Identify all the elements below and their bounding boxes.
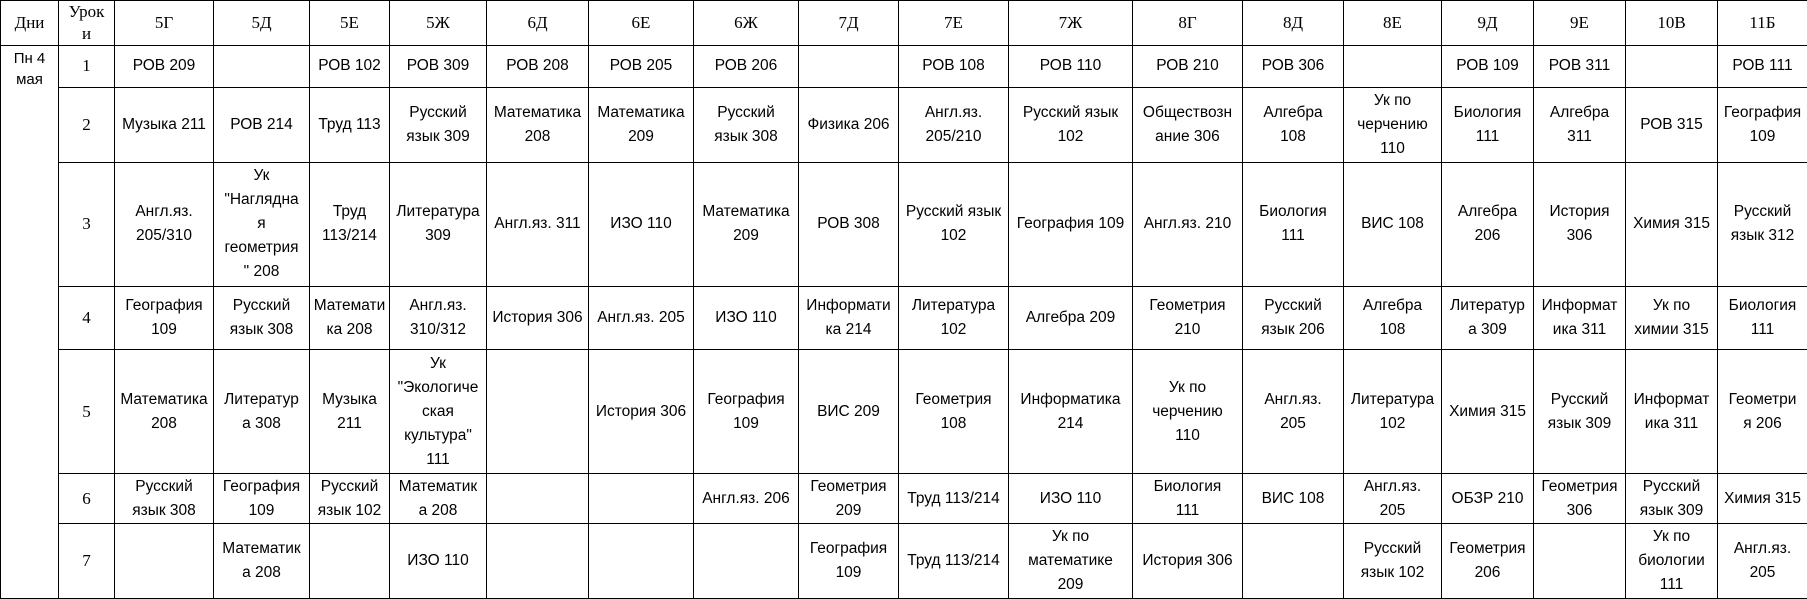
- cell-text: РОВ 102: [318, 57, 381, 75]
- cell-text: Литература 309: [396, 203, 480, 245]
- cell-text: Ук "Наглядна я геометрия " 208: [224, 167, 299, 281]
- class-header-7Е: 7Е: [899, 1, 1009, 46]
- cell-text: Музыка 211: [122, 115, 206, 133]
- class-header-5Г: 5Г: [115, 1, 214, 46]
- schedule-cell: [589, 474, 694, 524]
- class-header-5Е: 5Е: [310, 1, 390, 46]
- schedule-cell: [214, 46, 310, 88]
- schedule-cell: [799, 474, 899, 524]
- cell-text: География 109: [1723, 103, 1802, 145]
- schedule-cell: [799, 162, 899, 286]
- cell-text: Ук по черчению 110: [1357, 91, 1428, 157]
- cell-text: Химия 315: [1633, 215, 1710, 233]
- cell-text: ВИС 108: [1261, 489, 1325, 507]
- schedule-cell: [694, 87, 799, 162]
- cell-text: Англ.яз. 310/312: [409, 296, 467, 338]
- schedule-cell: [1718, 46, 1807, 88]
- schedule-cell: [1626, 162, 1718, 286]
- cell-text: ОБЗР 210: [1451, 489, 1524, 507]
- schedule-cell: [390, 286, 487, 349]
- cell-text: РОВ 109: [1456, 57, 1519, 75]
- cell-text: Математик а 208: [398, 477, 478, 519]
- schedule-cell: [1626, 87, 1718, 162]
- schedule-cell: [589, 350, 694, 474]
- lesson-number: 1: [59, 46, 115, 88]
- cell-text: Математи ка 208: [313, 296, 386, 338]
- cell-text: Алгебра 209: [1025, 308, 1116, 326]
- schedule-cell: [1442, 524, 1534, 599]
- cell-text: Биология 111: [1453, 103, 1522, 145]
- schedule-cell: [1133, 162, 1243, 286]
- cell-text: Ук "Экологиче ская культура" 111: [397, 354, 479, 468]
- schedule-cell: [1534, 474, 1626, 524]
- schedule-cell: [1534, 286, 1626, 349]
- cell-text: Русский язык 308: [714, 103, 778, 145]
- cell-text: РОВ 210: [1156, 57, 1219, 75]
- cell-text: Англ.яз. 205: [597, 308, 685, 326]
- class-header-8Г: 8Г: [1133, 1, 1243, 46]
- schedule-cell: [1344, 350, 1442, 474]
- day-cell: [1, 46, 59, 599]
- schedule-cell: [214, 162, 310, 286]
- schedule-cell: [589, 46, 694, 88]
- schedule-cell: [899, 162, 1009, 286]
- schedule-cell: [1133, 286, 1243, 349]
- cell-text: Англ.яз. 205: [1363, 477, 1422, 519]
- class-header-5Ж: 5Ж: [390, 1, 487, 46]
- cell-text: Математика 209: [597, 103, 685, 145]
- cell-text: РОВ 209: [132, 57, 196, 75]
- cell-text: Труд 113: [318, 115, 381, 133]
- schedule-cell: [214, 524, 310, 599]
- cell-text: Информат ика 311: [1633, 390, 1710, 432]
- schedule-cell: [1009, 46, 1133, 88]
- header-row: [1, 1, 1807, 46]
- schedule-cell: [1718, 162, 1807, 286]
- cell-text: Русский язык 309: [1639, 477, 1704, 519]
- table-row: [1, 87, 1807, 162]
- schedule-cell: [487, 524, 589, 599]
- schedule-cell: [1344, 524, 1442, 599]
- cell-text: Англ.яз. 206: [702, 489, 790, 507]
- cell-text: Биология 111: [1728, 296, 1797, 338]
- cell-text: Геометрия 210: [1149, 296, 1226, 338]
- schedule-cell: [899, 524, 1009, 599]
- schedule-cell: [1009, 524, 1133, 599]
- cell-text: Алгебра 311: [1549, 103, 1610, 145]
- cell-text: Информат ика 311: [1541, 296, 1618, 338]
- cell-text: Геометри я 206: [1728, 390, 1797, 432]
- schedule-cell: [799, 46, 899, 88]
- schedule-cell: [1534, 524, 1626, 599]
- day-label: Пн 4 мая: [13, 50, 46, 88]
- schedule-cell: [390, 474, 487, 524]
- schedule-cell: [1243, 87, 1344, 162]
- table-row: [1, 524, 1807, 599]
- cell-text: География 109: [809, 540, 888, 582]
- schedule-cell: [1243, 524, 1344, 599]
- schedule-cell: [1133, 350, 1243, 474]
- schedule-cell: [1534, 46, 1626, 88]
- schedule-cell: [1009, 87, 1133, 162]
- schedule-cell: [899, 87, 1009, 162]
- schedule-cell: [390, 87, 487, 162]
- cell-text: Русский язык 102: [317, 477, 382, 519]
- schedule-cell: [310, 474, 390, 524]
- cell-text: ИЗО 110: [715, 308, 777, 326]
- schedule-cell: [589, 162, 694, 286]
- schedule-cell: [390, 162, 487, 286]
- cell-text: История 306: [1549, 203, 1610, 245]
- schedule-cell: [487, 87, 589, 162]
- schedule-cell: [694, 350, 799, 474]
- schedule-cell: [390, 350, 487, 474]
- cell-text: Химия 315: [1724, 489, 1801, 507]
- cell-text: Русский язык 308: [132, 477, 196, 519]
- schedule-cell: [487, 350, 589, 474]
- schedule-cell: [390, 524, 487, 599]
- cell-text: РОВ 208: [506, 57, 569, 75]
- class-header-9Д: 9Д: [1442, 1, 1534, 46]
- schedule-cell: [1344, 286, 1442, 349]
- schedule-cell: [799, 87, 899, 162]
- table-row: [1, 286, 1807, 349]
- lesson-number: 2: [59, 87, 115, 162]
- cell-text: Англ.яз. 210: [1143, 215, 1232, 233]
- class-header-8Д: 8Д: [1243, 1, 1344, 46]
- schedule-cell: [1133, 524, 1243, 599]
- schedule-cell: [694, 524, 799, 599]
- schedule-cell: [1133, 474, 1243, 524]
- schedule-cell: [1344, 474, 1442, 524]
- cell-text: История 306: [492, 308, 583, 326]
- class-header-8Е: 8Е: [1344, 1, 1442, 46]
- cell-text: Обществозн ание 306: [1142, 103, 1233, 145]
- cell-text: Литература 102: [1350, 390, 1435, 432]
- schedule-cell: [1442, 286, 1534, 349]
- schedule-cell: [1442, 162, 1534, 286]
- schedule-cell: [214, 87, 310, 162]
- schedule-cell: [899, 350, 1009, 474]
- schedule-cell: [487, 46, 589, 88]
- schedule-cell: [1243, 350, 1344, 474]
- cell-text: РОВ 206: [714, 57, 778, 75]
- schedule-cell: [589, 524, 694, 599]
- schedule-cell: [1243, 46, 1344, 88]
- lesson-column-header: Урок и: [59, 1, 115, 46]
- cell-text: Геометрия 306: [1541, 477, 1618, 519]
- cell-text: Геометрия 209: [810, 477, 887, 519]
- days-column-header: Дни: [1, 1, 59, 46]
- cell-text: Англ.яз. 205/310: [135, 203, 193, 245]
- cell-text: РОВ 311: [1548, 57, 1611, 75]
- schedule-cell: [1718, 524, 1807, 599]
- cell-text: Англ.яз. 205: [1264, 390, 1322, 432]
- schedule-cell: [899, 46, 1009, 88]
- schedule-cell: [1133, 87, 1243, 162]
- schedule-cell: [694, 286, 799, 349]
- schedule-cell: [589, 87, 694, 162]
- schedule-cell: [310, 524, 390, 599]
- schedule-cell: [1442, 474, 1534, 524]
- cell-text: Литератур а 309: [1450, 296, 1525, 338]
- schedule-cell: [1442, 87, 1534, 162]
- cell-text: Литература 102: [911, 296, 996, 338]
- cell-text: Физика 206: [807, 115, 890, 133]
- cell-text: РОВ 309: [406, 57, 470, 75]
- schedule-cell: [390, 46, 487, 88]
- cell-text: Русский язык 309: [1547, 390, 1612, 432]
- cell-text: Труд 113/214: [907, 552, 1000, 570]
- cell-text: ВИС 209: [817, 402, 880, 420]
- schedule-cell: [1442, 350, 1534, 474]
- cell-text: Ук по биологии 111: [1638, 528, 1705, 594]
- class-header-5Д: 5Д: [214, 1, 310, 46]
- cell-text: География 109: [707, 390, 785, 432]
- class-header-7Д: 7Д: [799, 1, 899, 46]
- schedule-cell: [1534, 350, 1626, 474]
- cell-text: ИЗО 110: [407, 552, 469, 570]
- cell-text: Ук по математике 209: [1028, 528, 1113, 594]
- schedule-cell: [1344, 46, 1442, 88]
- schedule-cell: [1243, 162, 1344, 286]
- class-header-10В: 10В: [1626, 1, 1718, 46]
- schedule-cell: [1626, 350, 1718, 474]
- cell-text: РОВ 315: [1640, 115, 1703, 133]
- schedule-cell: [799, 286, 899, 349]
- class-header-6Д: 6Д: [487, 1, 589, 46]
- schedule-cell: [115, 474, 214, 524]
- schedule-cell: [115, 162, 214, 286]
- cell-text: ИЗО 110: [1039, 489, 1102, 507]
- cell-text: Биология 111: [1153, 477, 1222, 519]
- cell-text: РОВ 108: [922, 57, 985, 75]
- schedule-cell: [1626, 474, 1718, 524]
- cell-text: РОВ 205: [609, 57, 673, 75]
- schedule-cell: [1534, 87, 1626, 162]
- class-header-7Ж: 7Ж: [1009, 1, 1133, 46]
- cell-text: РОВ 306: [1261, 57, 1325, 75]
- cell-text: Русский язык 308: [229, 296, 294, 338]
- cell-text: Русский язык 206: [1261, 296, 1325, 338]
- schedule-cell: [115, 350, 214, 474]
- lesson-number: 3: [59, 162, 115, 286]
- cell-text: Биология 111: [1259, 203, 1327, 245]
- schedule-cell: [1626, 46, 1718, 88]
- schedule-cell: [589, 286, 694, 349]
- schedule-cell: [214, 474, 310, 524]
- cell-text: География 109: [1016, 215, 1125, 233]
- cell-text: Ук по химии 315: [1634, 296, 1709, 338]
- class-header-11Б: 11Б: [1718, 1, 1807, 46]
- schedule-cell: [1009, 286, 1133, 349]
- schedule-cell: [214, 350, 310, 474]
- schedule-cell: [1133, 46, 1243, 88]
- cell-text: Алгебра 108: [1263, 103, 1323, 145]
- schedule-cell: [487, 286, 589, 349]
- cell-text: Литератур а 308: [224, 390, 299, 432]
- schedule-cell: [1442, 46, 1534, 88]
- cell-text: Англ.яз. 205/210: [924, 103, 983, 145]
- cell-text: География 109: [222, 477, 301, 519]
- schedule-cell: [487, 162, 589, 286]
- cell-text: Англ.яз. 311: [494, 215, 581, 233]
- cell-text: РОВ 110: [1039, 57, 1102, 75]
- cell-text: Русский язык 102: [905, 203, 1002, 245]
- cell-text: История 306: [1142, 552, 1233, 570]
- cell-text: Ук по черчению 110: [1152, 378, 1223, 444]
- cell-text: Русский язык 312: [1730, 203, 1795, 245]
- cell-text: Музыка 211: [322, 390, 377, 432]
- cell-text: Русский язык 309: [406, 103, 470, 145]
- schedule-cell: [214, 286, 310, 349]
- schedule-cell: [1243, 286, 1344, 349]
- class-header-9Е: 9Е: [1534, 1, 1626, 46]
- cell-text: Русский язык 102: [1360, 540, 1425, 582]
- schedule-cell: [1009, 474, 1133, 524]
- schedule-cell: [694, 46, 799, 88]
- schedule-cell: [310, 162, 390, 286]
- lesson-number: 6: [59, 474, 115, 524]
- schedule-cell: [1534, 162, 1626, 286]
- schedule-cell: [1243, 474, 1344, 524]
- schedule-cell: [310, 286, 390, 349]
- schedule-cell: [799, 524, 899, 599]
- cell-text: Алгебра 206: [1457, 203, 1518, 245]
- schedule-cell: [799, 350, 899, 474]
- schedule-cell: [899, 286, 1009, 349]
- cell-text: РОВ 214: [230, 115, 293, 133]
- cell-text: Алгебра 108: [1362, 296, 1423, 338]
- cell-text: Англ.яз. 205: [1733, 540, 1792, 582]
- schedule-cell: [115, 286, 214, 349]
- cell-text: Химия 315: [1449, 402, 1526, 420]
- cell-text: Информатика 214: [1020, 390, 1121, 432]
- table-row: [1, 46, 1807, 88]
- table-row: [1, 350, 1807, 474]
- schedule-cell: [694, 474, 799, 524]
- cell-text: Информати ка 214: [806, 296, 891, 338]
- cell-text: Математика 208: [120, 390, 208, 432]
- table-row: [1, 162, 1807, 286]
- schedule-cell: [115, 46, 214, 88]
- schedule-cell: [899, 474, 1009, 524]
- class-header-6Е: 6Е: [589, 1, 694, 46]
- lesson-number: 5: [59, 350, 115, 474]
- cell-text: Математика 208: [493, 103, 582, 145]
- schedule-cell: [310, 87, 390, 162]
- cell-text: Русский язык 102: [1022, 103, 1119, 145]
- cell-text: Геометрия 206: [1449, 540, 1526, 582]
- schedule-cell: [1009, 350, 1133, 474]
- cell-text: ВИС 108: [1361, 215, 1424, 233]
- cell-text: Геометрия 108: [915, 390, 992, 432]
- schedule-cell: [1718, 474, 1807, 524]
- table-row: [1, 474, 1807, 524]
- schedule-cell: [1344, 87, 1442, 162]
- cell-text: Математик а 208: [222, 540, 301, 582]
- schedule-cell: [1009, 162, 1133, 286]
- cell-text: РОВ 111: [1732, 57, 1793, 75]
- cell-text: Математика 209: [702, 203, 790, 245]
- cell-text: География 109: [125, 296, 203, 338]
- schedule-cell: [694, 162, 799, 286]
- schedule-cell: [115, 87, 214, 162]
- cell-text: РОВ 308: [817, 215, 880, 233]
- schedule-cell: [310, 46, 390, 88]
- schedule-cell: [1718, 286, 1807, 349]
- cell-text: ИЗО 110: [610, 215, 672, 233]
- schedule-cell: [1344, 162, 1442, 286]
- schedule-cell: [1718, 87, 1807, 162]
- schedule-cell: [310, 350, 390, 474]
- schedule-cell: [1626, 524, 1718, 599]
- schedule-cell: [1718, 350, 1807, 474]
- lesson-number: 7: [59, 524, 115, 599]
- class-header-6Ж: 6Ж: [694, 1, 799, 46]
- schedule-cell: [115, 524, 214, 599]
- lesson-number: 4: [59, 286, 115, 349]
- cell-text: Труд 113/214: [907, 489, 1000, 507]
- schedule-cell: [1626, 286, 1718, 349]
- cell-text: История 306: [595, 402, 687, 420]
- cell-text: Труд 113/214: [322, 203, 377, 245]
- schedule-cell: [487, 474, 589, 524]
